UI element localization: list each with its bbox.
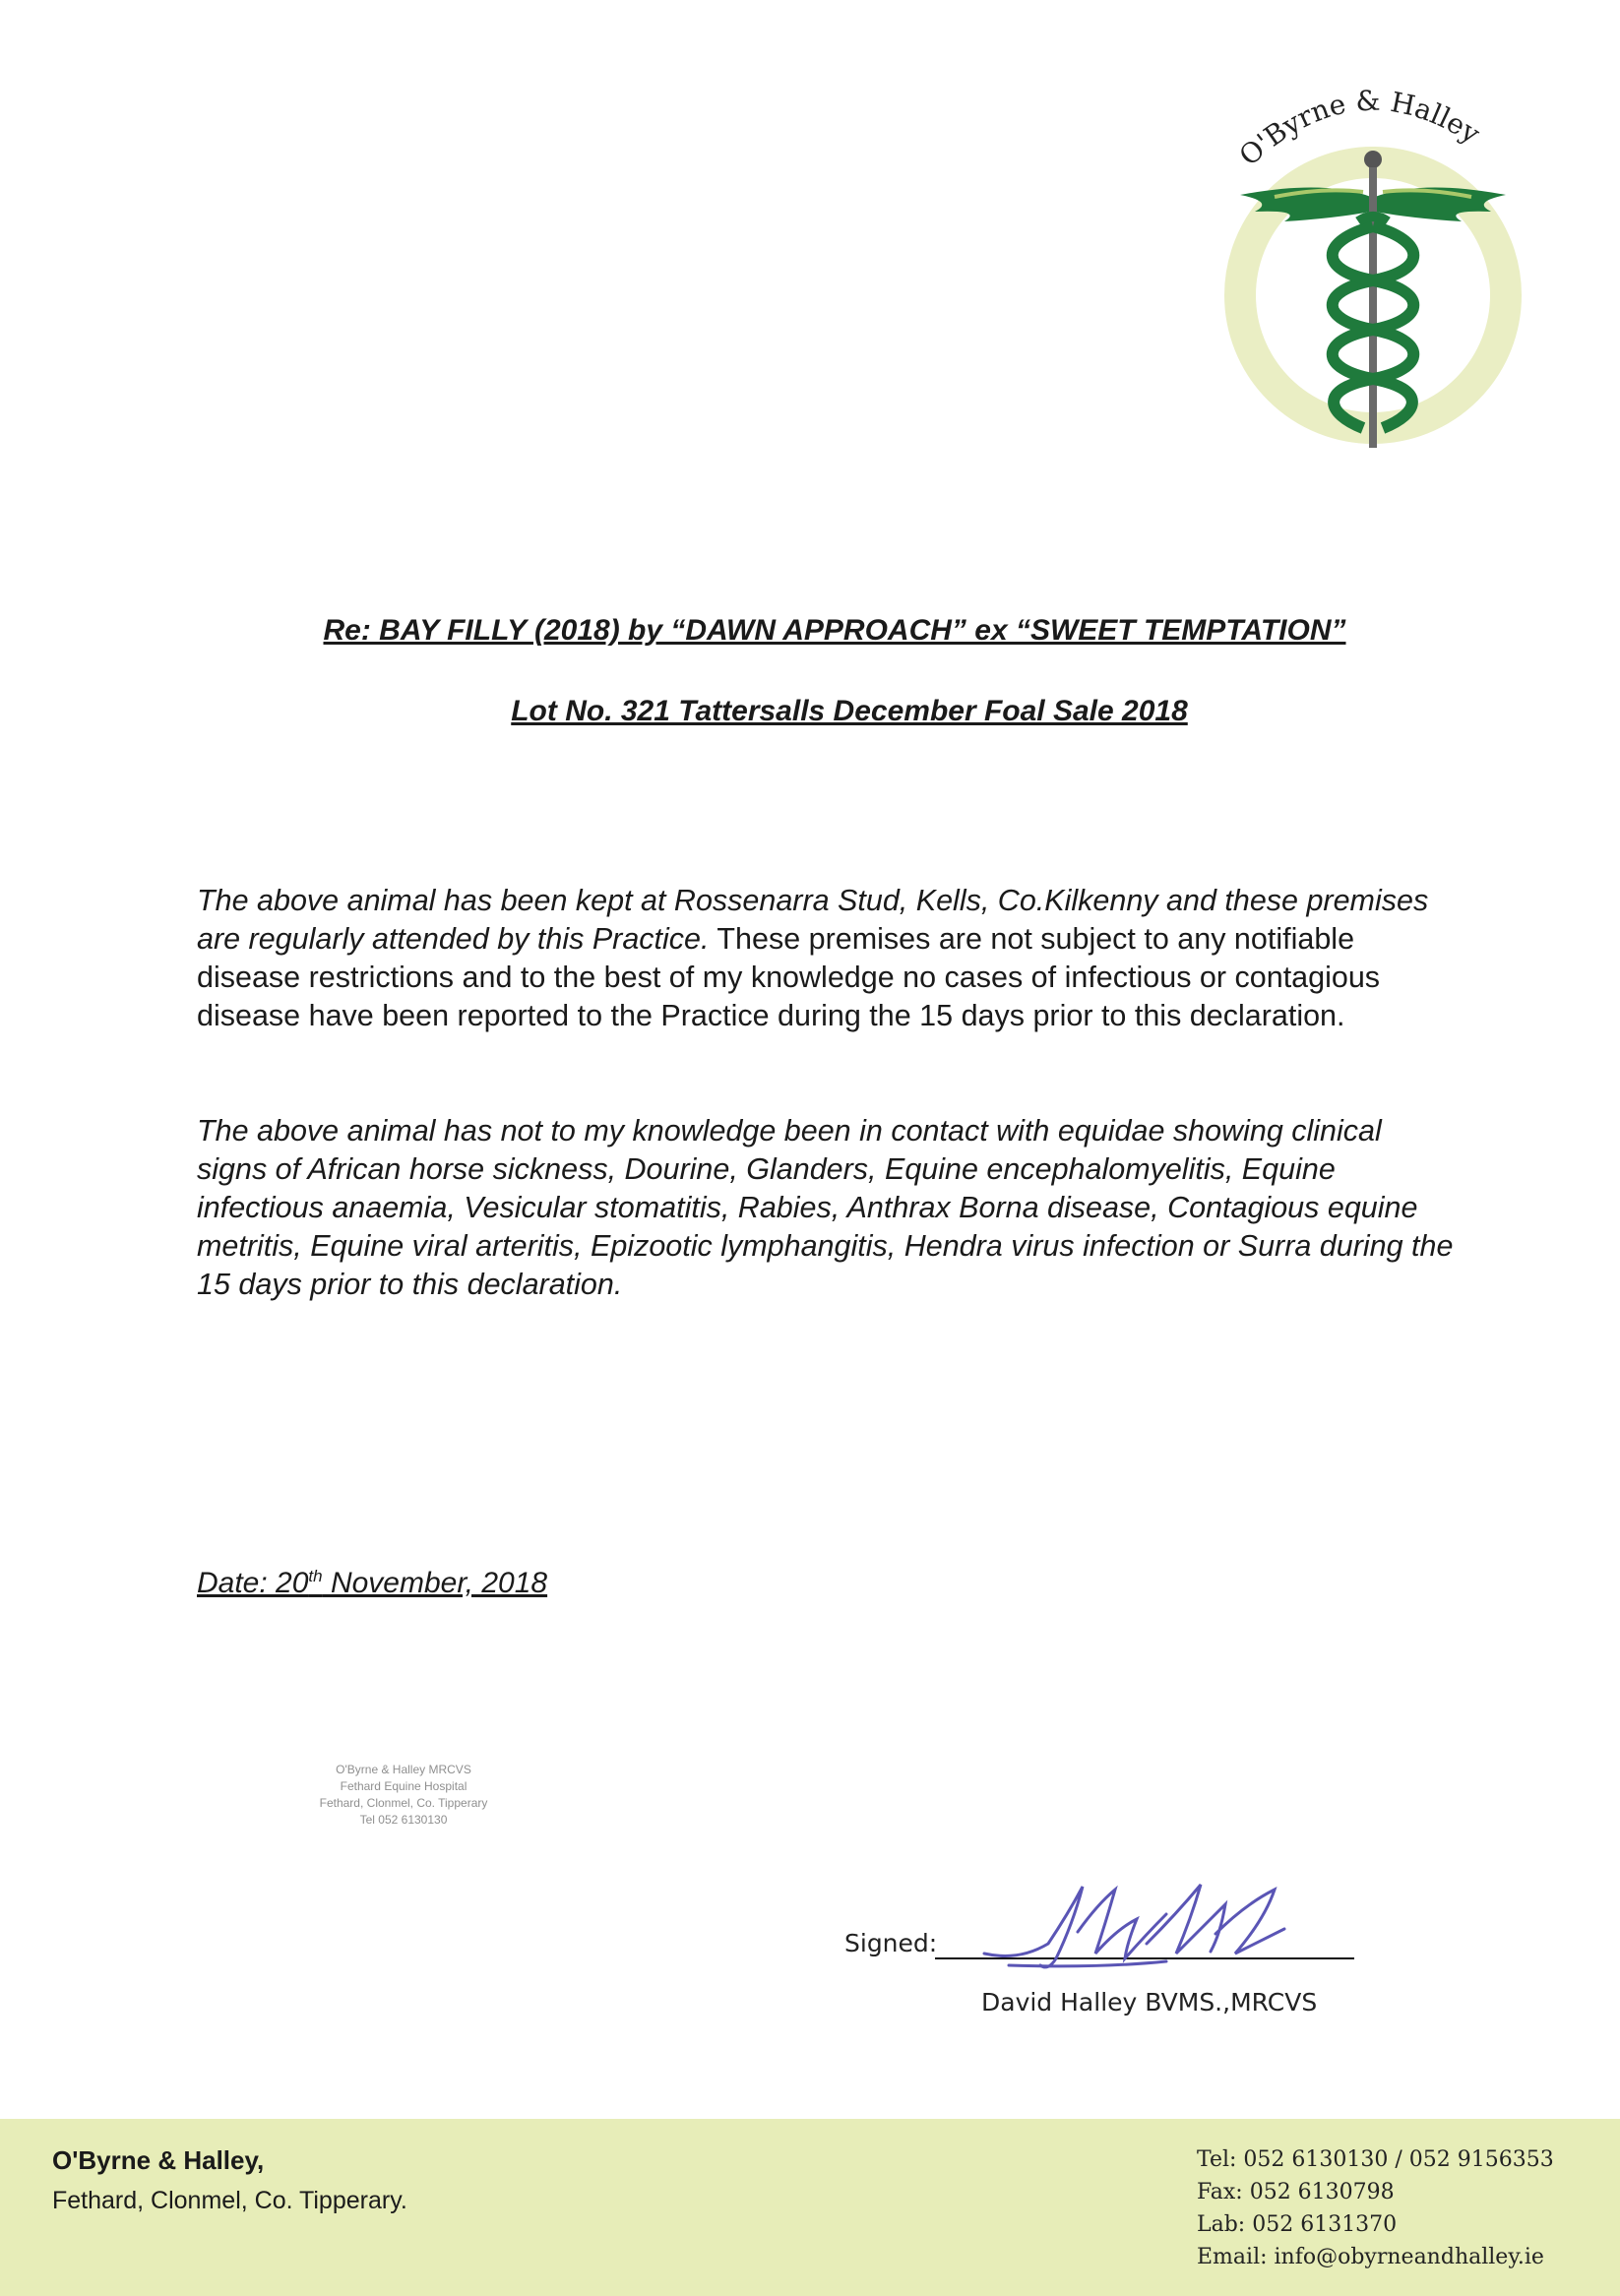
date-ordinal-suffix: th [308,1567,323,1585]
stamp-line: O'Byrne & Halley MRCVS [336,1763,471,1776]
date-prefix: Date: 20 [197,1567,309,1599]
footer-lab: Lab: 052 6131370 [1197,2212,1398,2237]
footer-email: Email: info@obyrneandhalley.ie [1197,2245,1544,2269]
footer-contact-details [1197,2143,1554,2273]
stamp-line: Tel 052 6130130 [359,1813,448,1827]
footer-firm-address: Fethard, Clonmel, Co. Tipperary. [52,2187,407,2214]
footer-tel: Tel: 052 6130130 / 052 9156353 [1197,2147,1554,2172]
date-rest: November, 2018 [322,1567,548,1599]
subject-lot-line: Lot No. 321 Tattersalls December Foal Sale 2018 [511,695,1188,727]
svg-text:O'Byrne & Halley: O'Byrne & Halley [1232,84,1486,173]
stamp-line: Fethard Equine Hospital [340,1779,467,1793]
stamp-line: Fethard, Clonmel, Co. Tipperary [319,1796,488,1810]
signed-label: Signed: [844,1929,938,1957]
signer-name: David Halley BVMS.,MRCVS [981,1988,1318,2017]
practice-stamp [295,1762,512,1829]
footer-firm-name: O'Byrne & Halley, [52,2145,265,2175]
subject-re-line: Re: BAY FILLY (2018) by “DAWN APPROACH” ex “SWEET TEMPTATION” [323,614,1346,647]
practice-logo [1215,69,1540,463]
declaration-paragraph-2: The above animal has not to my knowledge been in contact with equidae showing clinical signs of African horse sickness, Dourine, Glanders, Equine encephalomyelitis, Equine infectious anaemia, Vesicular stomatitis, Rabies, Anthrax Borna disease, Contagious equine metritis, Equine viral arteritis, Epizootic lymphangitis, Hendra virus infection or Surra during the 15 days prior to this declaration. [197,1114,1454,1301]
declaration-paragraph-1 [197,882,1457,1035]
footer-fax: Fax: 052 6130798 [1197,2180,1395,2204]
paragraph-1-text: These premises are not subject to any notifiable disease restrictions and to the best of my knowledge no cases of infectious or contagious disease have been reported to the Practice during the 15 days prior to this declaration. [197,922,1381,1032]
declaration-date [197,1567,547,1600]
handwritten-signature [979,1875,1304,1983]
paragraph-1-italic-text: The above animal has been kept at Rossenarra Stud, Kells, Co.Kilkenny and these premises are regularly attended by this Practice. [197,884,1429,956]
